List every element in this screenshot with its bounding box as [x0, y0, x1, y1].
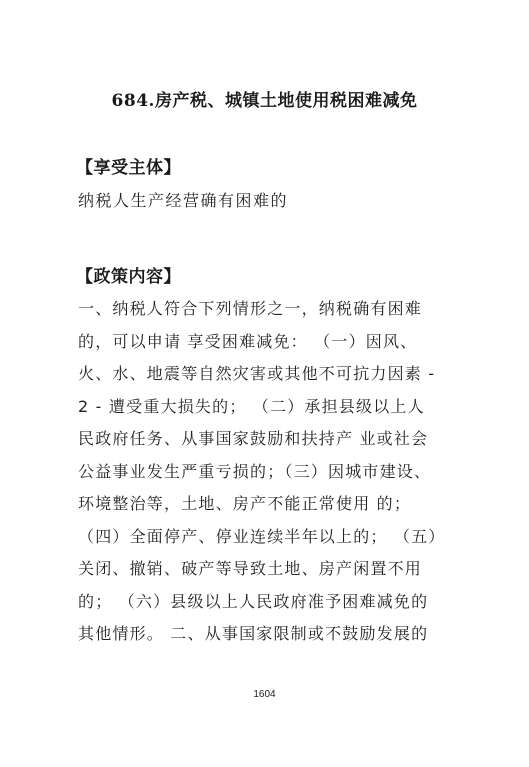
subject-text: 纳税人生产经营确有困难的 [78, 191, 289, 210]
page-number: 1604 [253, 689, 276, 700]
policy-line: 民政府任务、从事国家鼓励和扶持产 业或社会 [78, 429, 429, 448]
policy-line: 公益事业发生严重亏损的；（三）因城市建设、 [78, 461, 432, 481]
policy-line: 环境整治等，土地、房产不能正常使用 的； [78, 494, 412, 513]
policy-line: （四）全面停产、停业连续半年以上的； （五） [78, 526, 446, 546]
section-heading-policy: 【政策内容】 [76, 267, 181, 287]
policy-line: 2 - 遭受重大损失的； （二）承担县级以上人 [78, 396, 425, 416]
policy-line: 其他情形。 二、从事国家限制或不鼓励发展的 [78, 624, 429, 643]
policy-line: 的； （六）县级以上人民政府准予困难减免的 [78, 591, 429, 611]
policy-body [78, 293, 458, 651]
policy-line: 一、纳税人符合下列情形之一，纳税确有困难 [78, 299, 423, 318]
section-heading-subject: 【享受主体】 [76, 158, 181, 178]
policy-line: 关闭、撤销、破产等导致土地、房产闲置不用 [78, 559, 423, 578]
document-title: 684.房产税、城镇土地使用税困难减免 [111, 91, 418, 111]
policy-line: 的，可以申请 享受困难减免： （一）因风、 [78, 331, 418, 351]
policy-line: 火、水、地震等自然灾害或其他不可抗力因素 - [78, 364, 436, 383]
